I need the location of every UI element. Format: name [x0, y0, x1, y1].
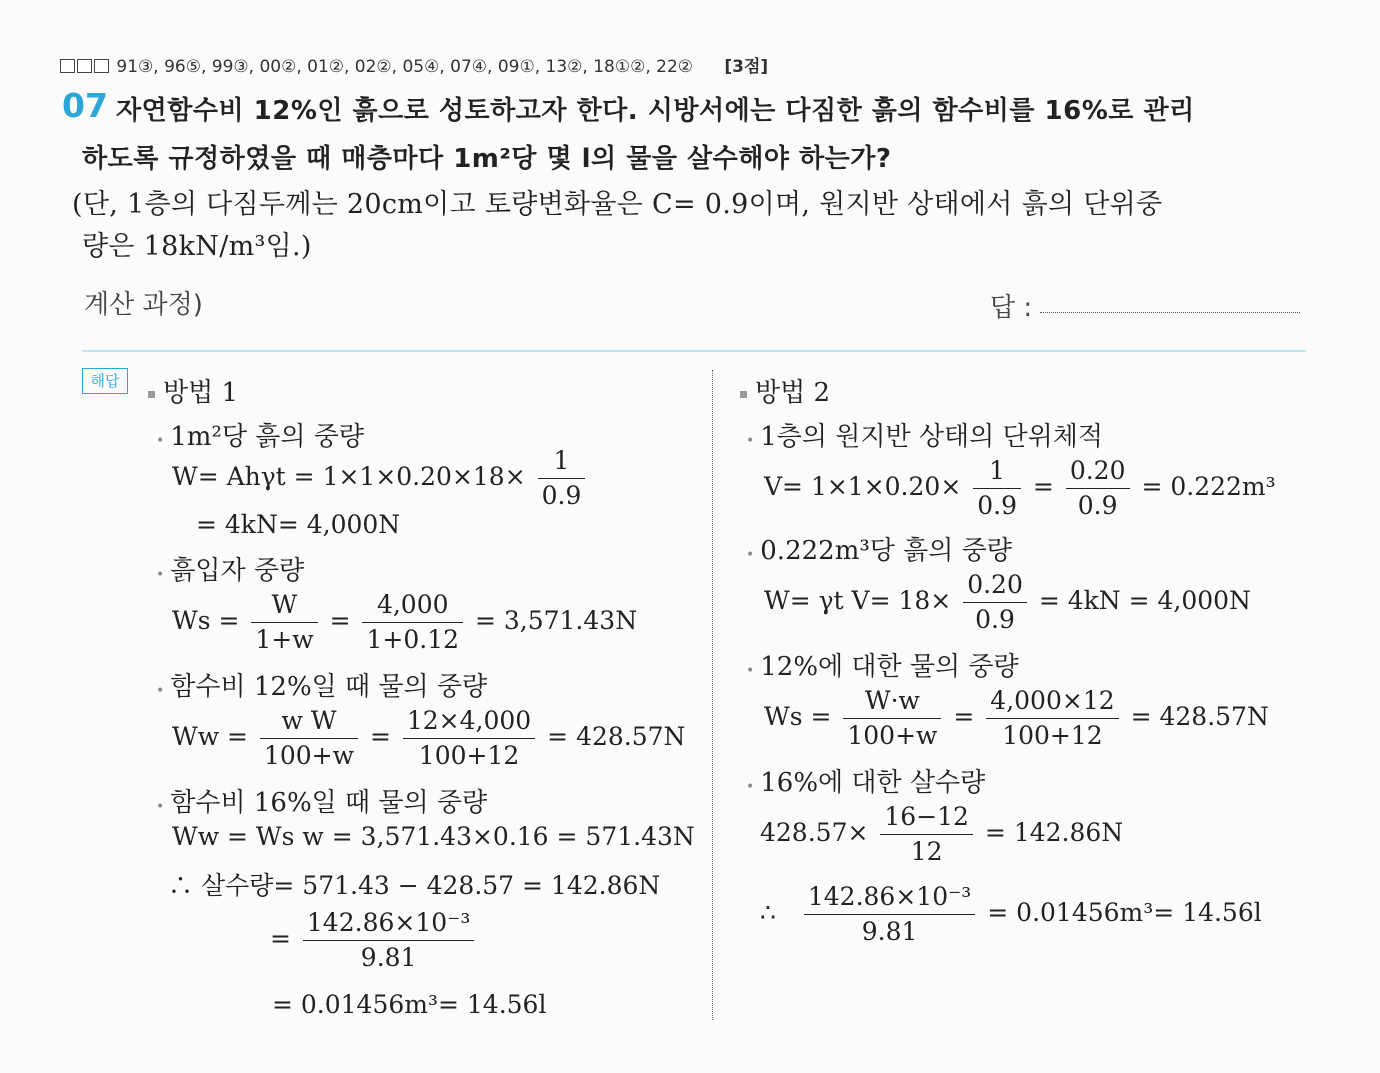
method2-step4: • 16%에 대한 살수량 [746, 768, 986, 798]
exam-years: 91③, 96⑤, 99③, 00②, 01②, 02②, 05④, 07④, 09①, 13②, 18①②, 22② [116, 57, 693, 77]
checkbox-group [60, 57, 111, 77]
method1-eq1: W= Ahγt = 1×1×0.20×18× $\frac{1}{0.9}$ [172, 444, 589, 513]
method2-step3: • 12%에 대한 물의 중량 [746, 652, 1019, 682]
method1-eq4: Ww = Ws w = 3,571.43×0.16 = 571.43N [172, 822, 695, 851]
method2-title: 방법 2 [740, 372, 830, 409]
condition-line-1: (단, 1층의 다짐두께는 20cm이고 토량변화율은 C= 0.9이며, 원지반 상태에서 흙의 단위중 [72, 189, 1163, 220]
points-label: [3점] [724, 57, 769, 77]
method1-eq2: Ws = $\frac{W}{1+w}$ = $\frac{4,000}{1+0.12}$ = 3,571.43N [172, 590, 638, 654]
condition-line-2: 량은 18kN/m³임.) [82, 231, 312, 262]
solution-badge: 해답 [82, 368, 128, 394]
method1-step1: • 1m²당 흙의 중량 [156, 422, 364, 452]
method2-eq4: 428.57× $\frac{16-12}{12}$ = 142.86N [760, 802, 1124, 866]
method1-eq5-frac: = $\frac{\text{142.86×10⁻³}}{9.81}$ [270, 906, 478, 975]
question-line-2: 하도록 규정하였을 때 매층마다 1m²당 몇 l의 물을 살수해야 하는가? [82, 144, 892, 174]
method1-eq5: ∴ 살수량= 571.43 − 428.57 = 142.86N [168, 871, 661, 900]
method1-step2: • 흙입자 중량 [156, 556, 305, 586]
method1-step3: • 함수비 12%일 때 물의 중량 [156, 672, 488, 702]
question-line-1: 자연함수비 12%인 흙으로 성토하고자 한다. 시방서에는 다짐한 흙의 함수비를 16%로 관리 [116, 96, 1195, 126]
method2-step1: • 1층의 원지반 상태의 단위체적 [746, 422, 1103, 452]
method1-title: 방법 1 [148, 372, 238, 409]
question-number: 07 [62, 86, 108, 125]
section-divider [82, 350, 1306, 352]
method2-eq2: W= γt V= 18× $\frac{0.20}{0.9}$ = 4kN = 4,000N [764, 570, 1251, 634]
method1-step4: • 함수비 16%일 때 물의 중량 [156, 788, 488, 818]
column-divider [712, 370, 713, 1020]
method1-eq1b: = 4kN= 4,000N [196, 510, 401, 539]
method1-eq3: Ww = $\frac{\text{w W}}{100+w}$ = $\frac{12\times 4,000}{100+12}$ = 428.57N [172, 706, 686, 770]
answer-label: 답 : [990, 293, 1033, 323]
method2-step2: • 0.222m³당 흙의 중량 [746, 536, 1012, 566]
method2-eq3: Ws = $\frac{W\cdot w}{100+w}$ = $\frac{4,000\times 12}{100+12}$ = 428.57N [764, 686, 1269, 750]
header-line [60, 52, 768, 77]
method2-eq1: V= 1×1×0.20× $\frac{1}{0.9}$ = $\frac{0.20}{0.9}$ = 0.222m³ [764, 456, 1276, 520]
method1-eq6: = 0.01456m³= 14.56l [272, 990, 547, 1019]
answer-blank-line[interactable] [1040, 312, 1300, 313]
calc-label: 계산 과정) [84, 290, 203, 320]
method2-eq5: ∴ $\frac{\text{142.86×10⁻³}}{9.81}$ = 0.01456m³= 14.56l [760, 882, 1262, 946]
